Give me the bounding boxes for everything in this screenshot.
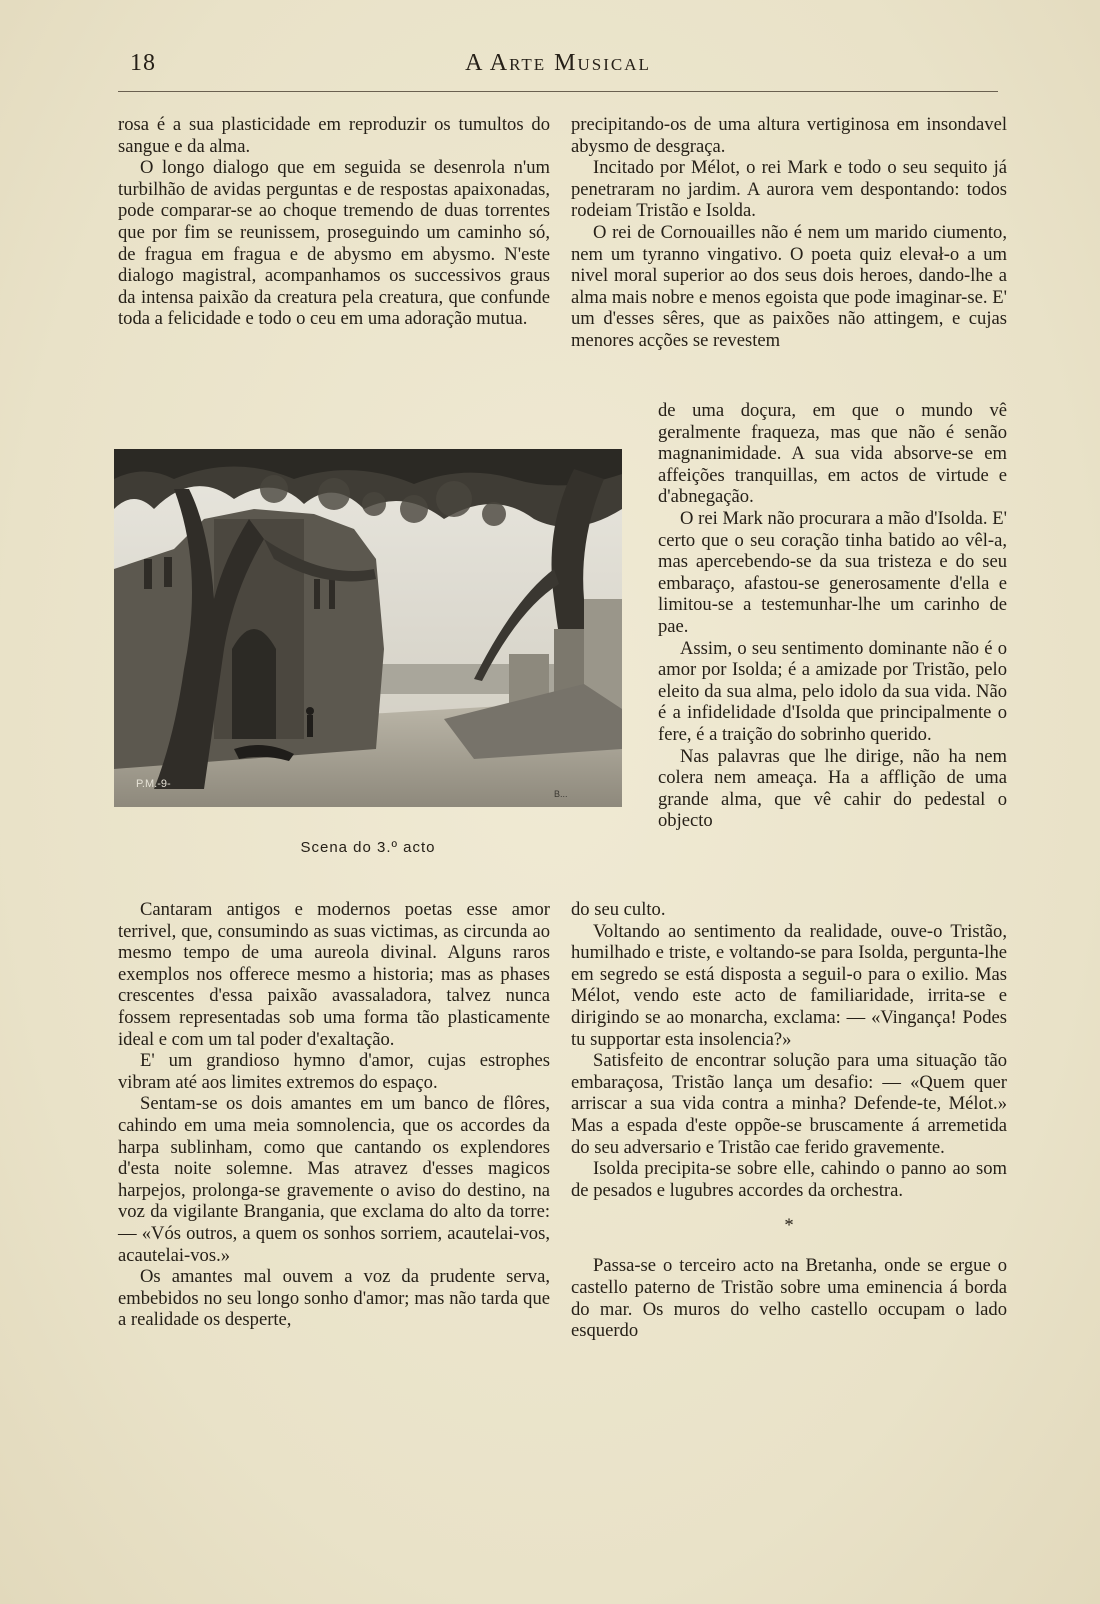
page-header xyxy=(118,48,998,88)
figure-caption: Scena do 3.º acto xyxy=(300,839,436,856)
paragraph: Passa-se o terceiro acto na Bretanha, onde se ergue o castello paterno de Tristão sobre uma eminencia á borda do mar. Os muros do velho castello occupam o lado esquerdo xyxy=(571,1255,1007,1342)
right-column-top xyxy=(571,114,1007,352)
paragraph: O rei de Cornouailles não é nem um marido ciumento, nem um tyranno vingativo. O poeta quiz elevał-o a um nivel moral superior ao dos seus dois heroes, dando-lhe a alma mais nobre e menos egoista que pode imaginar-se. E' um d'esses sêres, que as paixões não attingem, e cujas menores acções se revestem xyxy=(571,221,1007,351)
artist-signature-left: P.M.-9- xyxy=(136,778,171,790)
paragraph: Isolda precipita-se sobre elle, cahindo o panno ao som de pesados e lugubres accordes da orchestra. xyxy=(571,1158,1007,1201)
left-column-top xyxy=(118,114,550,330)
paragraph: Os amantes mal ouvem a voz da prudente serva, embebidos no seu longo sonho d'amor; mas não tarda que a realidade os desperte, xyxy=(118,1266,550,1331)
paragraph: O longo dialogo que em seguida se desenrola n'um turbilhão de avidas perguntas e de respostas apaixonadas, pode comparar-se ao choque tremendo de duas torrentes que por fim se reunissem, proseguindo um caminho só, de fragua em fragua e de abysmo em abysmo. N'este dialogo magistral, acompanhamos os successivos graus da intensa paixão da creatura pela creatura, que confunde toda a felicidade e todo o ceu em uma adoração mutua. xyxy=(118,157,550,330)
paragraph: Incitado por Mélot, o rei Mark e todo o seu sequito já penetraram no jardim. A aurora vem despontando: todos rodeiam Tristão e Isolda. xyxy=(571,157,1007,222)
artist-signature-right: B... xyxy=(554,789,568,799)
paragraph: O rei Mark não procurara a mão d'Isolda. E' certo que o seu coração tinha batido ao vêl-a, mas apercebendo-se da sua tristeza e do seu embaraço, afastou-se generosamente d'ella e limitou-se a testemunhar-lhe um carinho de pae. xyxy=(658,507,1007,637)
paragraph: E' um grandioso hymno d'amor, cujas estrophes vibram até aos limites extremos do espaço. xyxy=(118,1050,550,1093)
left-column-bottom xyxy=(118,899,550,1331)
engraving-image xyxy=(114,449,622,807)
paragraph: precipitando-os de uma altura vertiginosa em insondavel abysmo de desgraça. xyxy=(571,114,1007,157)
journal-title: A Arte Musical xyxy=(465,50,651,76)
page-number: 18 xyxy=(130,50,156,76)
paragraph: Satisfeito de encontrar solução para uma situação tão embaraçosa, Tristão lança um desafio: — «Quem quer arriscar a sua vida contra a minha? Defende-te, Mélot.» Mas a espada d'este oppõe-se bruscamente á arremetida do seu adversario e Tristão cae ferido gravemente. xyxy=(571,1050,1007,1158)
paragraph: rosa é a sua plasticidade em reproduzir os tumultos do sangue e da alma. xyxy=(118,114,550,157)
paragraph: Assim, o seu sentimento dominante não é o amor por Isolda; é a amizade por Tristão, pelo eleito da sua alma, pelo idolo da sua vida. Não é a infidelidade d'Isolda que principalmente o fere, é a traição do sobrinho querido. xyxy=(658,637,1007,745)
right-column-bottom xyxy=(571,899,1007,1342)
paragraph: do seu culto. xyxy=(571,899,666,920)
header-rule xyxy=(118,91,998,92)
paragraph: Sentam-se os dois amantes em um banco de flôres, cahindo em uma meia somnolencia, que os accordes da harpa sublinham, como que cantando os explendores d'esta noite solemne. Mas atravez d'esses magicos harpejos, prolonga-se gravemente o aviso do destino, na voz da vigilante Brangania, que exclama do alto da torre: — «Vós outros, a quem os sonhos sorriem, acautelai-vos, acautelai-vos.» xyxy=(118,1093,550,1266)
paragraph: Cantaram antigos e modernos poetas esse amor terrivel, que, consumindo as suas victimas, as circunda ao mesmo tempo de uma aureola divinal. Alguns raros exemplos nos offerece mesmo a historia; mas as phases crescentes d'essa paixão avassaladora, talvez nunca fossem representadas sob uma forma tão plasticamente ideal e com um tal poder d'exaltação. xyxy=(118,899,550,1050)
paragraph: de uma doçura, em que o mundo vê geralmente fraqueza, mas que não é senão magnanimidade. A sua vida absorve-se em affeições tranquillas, em actos de virtude e d'abnegação. xyxy=(658,400,1007,508)
section-mark: * xyxy=(784,1215,794,1237)
paragraph: Voltando ao sentimento da realidade, ouve-o Tristão, humilhado e triste, e voltando-se para Isolda, pergunta-lhe em segredo se está disposta a seguil-o para o exilio. Mas Mélot, vendo este acto de familiaridade, irrita-se e dirigindo se ao monarcha, exclama: — «Vingança! Podes tu supportar esta insolencia?» xyxy=(571,920,1007,1050)
paragraph: Nas palavras que lhe dirige, não ha nem colera nem ameaça. Ha a afflição de uma grande alma, que vê cahir do pedestal o objecto xyxy=(658,745,1007,832)
scene-illustration xyxy=(114,449,622,807)
right-column-narrow xyxy=(658,400,1007,832)
